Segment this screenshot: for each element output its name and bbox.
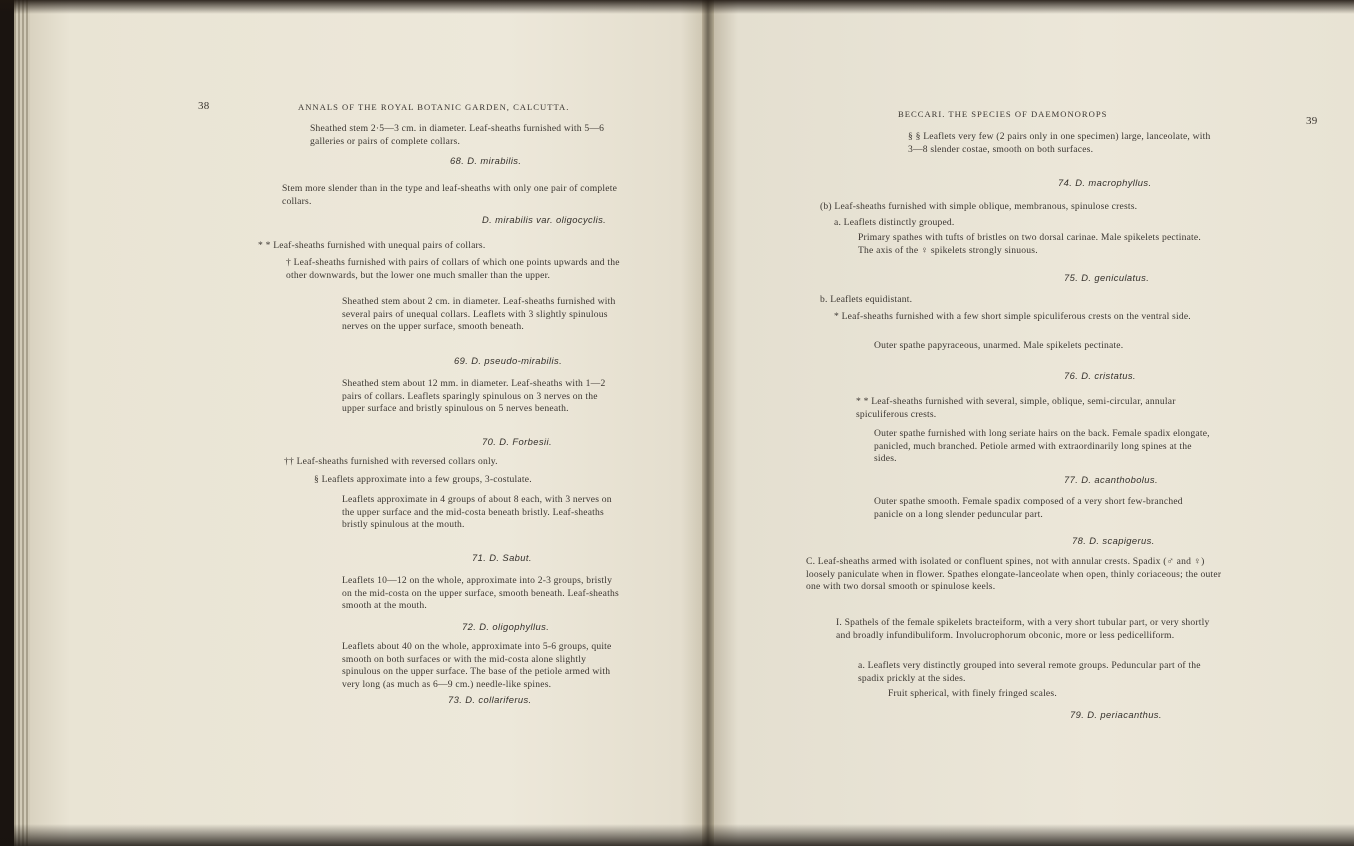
species-heading: 70. D. Forbesii. — [482, 436, 552, 447]
paragraph: Leaflets 10—12 on the whole, approximate into 2-3 groups, bristly on the mid-costa on the upper surface, smooth beneath. Leaf-sheaths smooth at the mouth. — [342, 575, 619, 612]
running-header: ANNALS OF THE ROYAL BOTANIC GARDEN, CALCUTTA. — [298, 102, 570, 112]
key-heading: a. Leaflets very distinctly grouped into several remote groups. Peduncular part of the spadix prickly at the sides. — [858, 660, 1201, 684]
key-heading: § § Leaflets very few (2 pairs only in one specimen) large, lanceolate, with 3—8 slender costae, smooth on both surfaces. — [908, 131, 1211, 155]
paragraph: Outer spathe smooth. Female spadix composed of a very short few-branched panicle on a long slender peduncular part. — [874, 496, 1183, 520]
key-heading: †† Leaf-sheaths furnished with reversed collars only. — [284, 456, 498, 467]
species-heading: 75. D. geniculatus. — [1064, 272, 1150, 283]
species-heading: 77. D. acanthobolus. — [1064, 474, 1158, 485]
key-heading: (b) Leaf-sheaths furnished with simple oblique, membranous, spinulose crests. — [820, 201, 1138, 212]
paragraph: Fruit spherical, with finely fringed scales. — [888, 688, 1057, 699]
key-heading: * Leaf-sheaths furnished with a few short simple spiculiferous crests on the ventral side. — [834, 311, 1191, 322]
key-heading: * * Leaf-sheaths furnished with unequal pairs of collars. — [258, 240, 486, 251]
species-heading: 71. D. Sabut. — [472, 552, 532, 563]
bottom-edge-shadow — [0, 824, 1354, 846]
paragraph: Sheathed stem about 12 mm. in diameter. Leaf-sheaths with 1—2 pairs of collars. Leaflets sparingly spinulous on 3 nerves on the upper surface and bristly spinulous on 5 nerves beneath. — [342, 378, 606, 415]
key-heading: C. Leaf-sheaths armed with isolated or confluent spines, not with annular crests. Spadix (♂ and ♀) loosely paniculate when in flower. Spathes elongate-lanceolate when open, thinly coriaceous; the outer one with two dorsal smooth or spinulose keels. — [806, 556, 1222, 593]
species-heading: D. mirabilis var. oligocyclis. — [482, 214, 607, 225]
paragraph: Sheathed stem about 2 cm. in diameter. Leaf-sheaths furnished with several pairs of unequal collars. Leaflets with 3 slightly spinulous nerves on the upper surface, smooth beneath. — [342, 296, 616, 333]
species-heading: 74. D. macrophyllus. — [1058, 177, 1152, 188]
top-edge-shadow — [0, 0, 1354, 14]
species-heading: 78. D. scapigerus. — [1072, 535, 1155, 546]
key-heading: I. Spathels of the female spikelets bracteiform, with a very short tubular part, or very shortly and broadly infundibuliform. Involucrophorum obconic, more or less pedicelliform. — [836, 617, 1210, 641]
paragraph: Outer spathe papyraceous, unarmed. Male spikelets pectinate. — [874, 340, 1124, 351]
key-heading: a. Leaflets distinctly grouped. — [834, 217, 955, 228]
key-heading: * * Leaf-sheaths furnished with several, simple, oblique, semi-circular, annular spiculiferous crests. — [856, 396, 1176, 420]
page-number: 38 — [198, 100, 210, 112]
left-page — [30, 0, 708, 846]
paragraph: Sheathed stem 2·5—3 cm. in diameter. Leaf-sheaths furnished with 5—6 galleries or pairs of complete collars. — [310, 123, 605, 147]
page-number: 39 — [1306, 115, 1318, 127]
paragraph: Primary spathes with tufts of bristles on two dorsal carinae. Male spikelets pectinate. The axis of the ♀ spikelets strongly sinuous. — [858, 232, 1201, 256]
species-heading: 79. D. periacanthus. — [1070, 709, 1162, 720]
species-heading: 73. D. collariferus. — [448, 694, 532, 705]
paragraph: Stem more slender than in the type and leaf-sheaths with only one pair of complete collars. — [282, 183, 618, 207]
species-heading: 76. D. cristatus. — [1064, 370, 1136, 381]
key-heading: † Leaf-sheaths furnished with pairs of collars of which one points upwards and the other downwards, but the lower one much smaller than the upper. — [286, 257, 620, 281]
species-heading: 69. D. pseudo-mirabilis. — [454, 355, 563, 366]
species-heading: 68. D. mirabilis. — [450, 155, 522, 166]
species-heading: 72. D. oligophyllus. — [462, 621, 550, 632]
paragraph: Leaflets approximate in 4 groups of about 8 each, with 3 nerves on the upper surface and the mid-costa beneath bristly. Leaf-sheaths bristly spinulous at the mouth. — [342, 494, 612, 531]
paragraph: Outer spathe furnished with long seriate hairs on the back. Female spadix elongate, panicled, much branched. Petiole armed with extraordinarily long spines at the sides. — [874, 428, 1210, 465]
book-gutter — [702, 0, 714, 846]
running-header: BECCARI. THE SPECIES OF DAEMONOROPS — [898, 109, 1108, 119]
key-heading: b. Leaflets equidistant. — [820, 294, 913, 305]
paragraph: Leaflets about 40 on the whole, approximate into 5-6 groups, quite smooth on both surfaces or with the mid-costa alone slightly spinulous on the upper surface. The base of the petiole armed with very long (as much as 6—9 cm.) needle-like spines. — [342, 641, 612, 690]
right-page — [708, 0, 1354, 846]
key-heading: § Leaflets approximate into a few groups, 3-costulate. — [314, 474, 532, 485]
